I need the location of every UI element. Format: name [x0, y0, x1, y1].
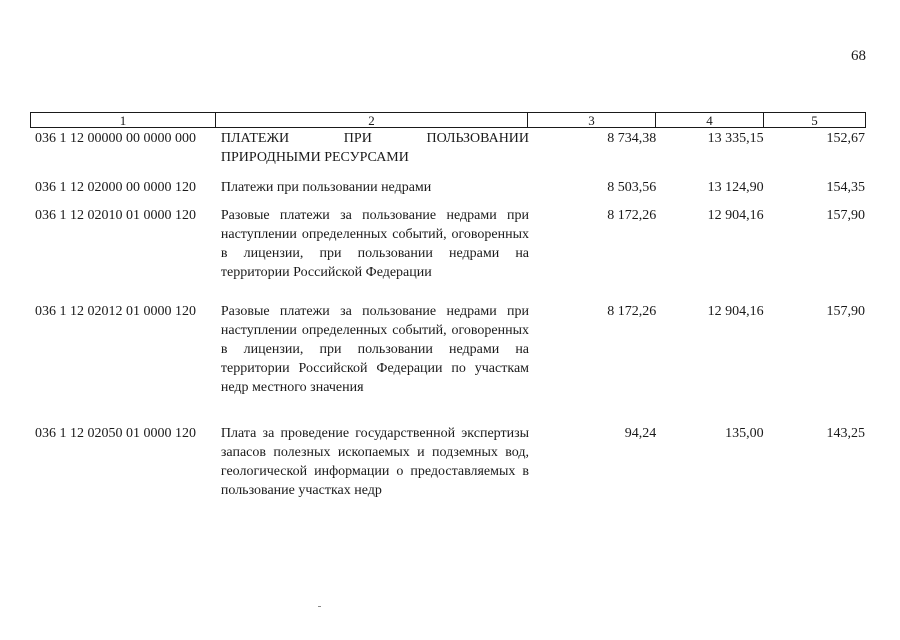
table-row — [30, 302, 865, 397]
row-code: 036 1 12 02010 01 0000 120 — [35, 208, 196, 223]
table-row — [30, 178, 865, 197]
column-header-2: 2 — [216, 113, 528, 128]
row-name: Разовые платежи за пользование недрами при наступлении определенных событий, оговоренных в лицензии, при пользовании недрами на территории Российской Федерации по участкам недр местного значения — [220, 304, 530, 395]
row-code: 036 1 12 02050 01 0000 120 — [35, 426, 196, 441]
column-header-table — [30, 112, 866, 128]
row-value-col5: 157,90 — [826, 208, 866, 223]
scan-speck — [318, 606, 321, 607]
row-code: 036 1 12 02012 01 0000 120 — [35, 304, 196, 319]
table-row — [30, 206, 865, 282]
row-value-col4: 12 904,16 — [707, 304, 764, 319]
row-code: 036 1 12 00000 00 0000 000 — [35, 131, 196, 146]
row-value-col4: 135,00 — [725, 426, 764, 441]
row-value-col5: 143,25 — [826, 426, 866, 441]
row-value-col4: 13 335,15 — [707, 131, 764, 146]
row-value-col4: 12 904,16 — [707, 208, 764, 223]
table-row — [30, 424, 865, 500]
row-value-col5: 154,35 — [826, 180, 866, 195]
table-row — [30, 129, 865, 167]
column-header-4: 4 — [656, 113, 764, 128]
row-name: Разовые платежи за пользование недрами при наступлении определенных событий, оговоренных в лицензии, при пользовании недрами на территории Российской Федерации — [220, 208, 530, 280]
row-value-col5: 152,67 — [826, 131, 866, 146]
row-value-col3: 8 503,56 — [607, 180, 657, 195]
row-code: 036 1 12 02000 00 0000 120 — [35, 180, 196, 195]
row-name: ПЛАТЕЖИ ПРИ ПОЛЬЗОВАНИИ ПРИРОДНЫМИ РЕСУРСАМИ — [220, 131, 530, 165]
row-value-col5: 157,90 — [826, 304, 866, 319]
page-number: 68 — [851, 48, 866, 64]
row-value-col3: 94,24 — [624, 426, 657, 441]
row-name: Платежи при пользовании недрами — [220, 180, 432, 195]
budget-table-body — [30, 129, 865, 500]
row-value-col3: 8 734,38 — [607, 131, 657, 146]
column-header-1: 1 — [31, 113, 216, 128]
column-header-3: 3 — [528, 113, 656, 128]
row-value-col4: 13 124,90 — [707, 180, 764, 195]
column-header-row — [31, 113, 866, 128]
row-value-col3: 8 172,26 — [607, 304, 657, 319]
row-value-col3: 8 172,26 — [607, 208, 657, 223]
column-header-5: 5 — [764, 113, 866, 128]
row-name: Плата за проведение государственной экспертизы запасов полезных ископаемых и подземных вод, геологической информации о предоставляемых в пользование участках недр — [220, 426, 530, 498]
